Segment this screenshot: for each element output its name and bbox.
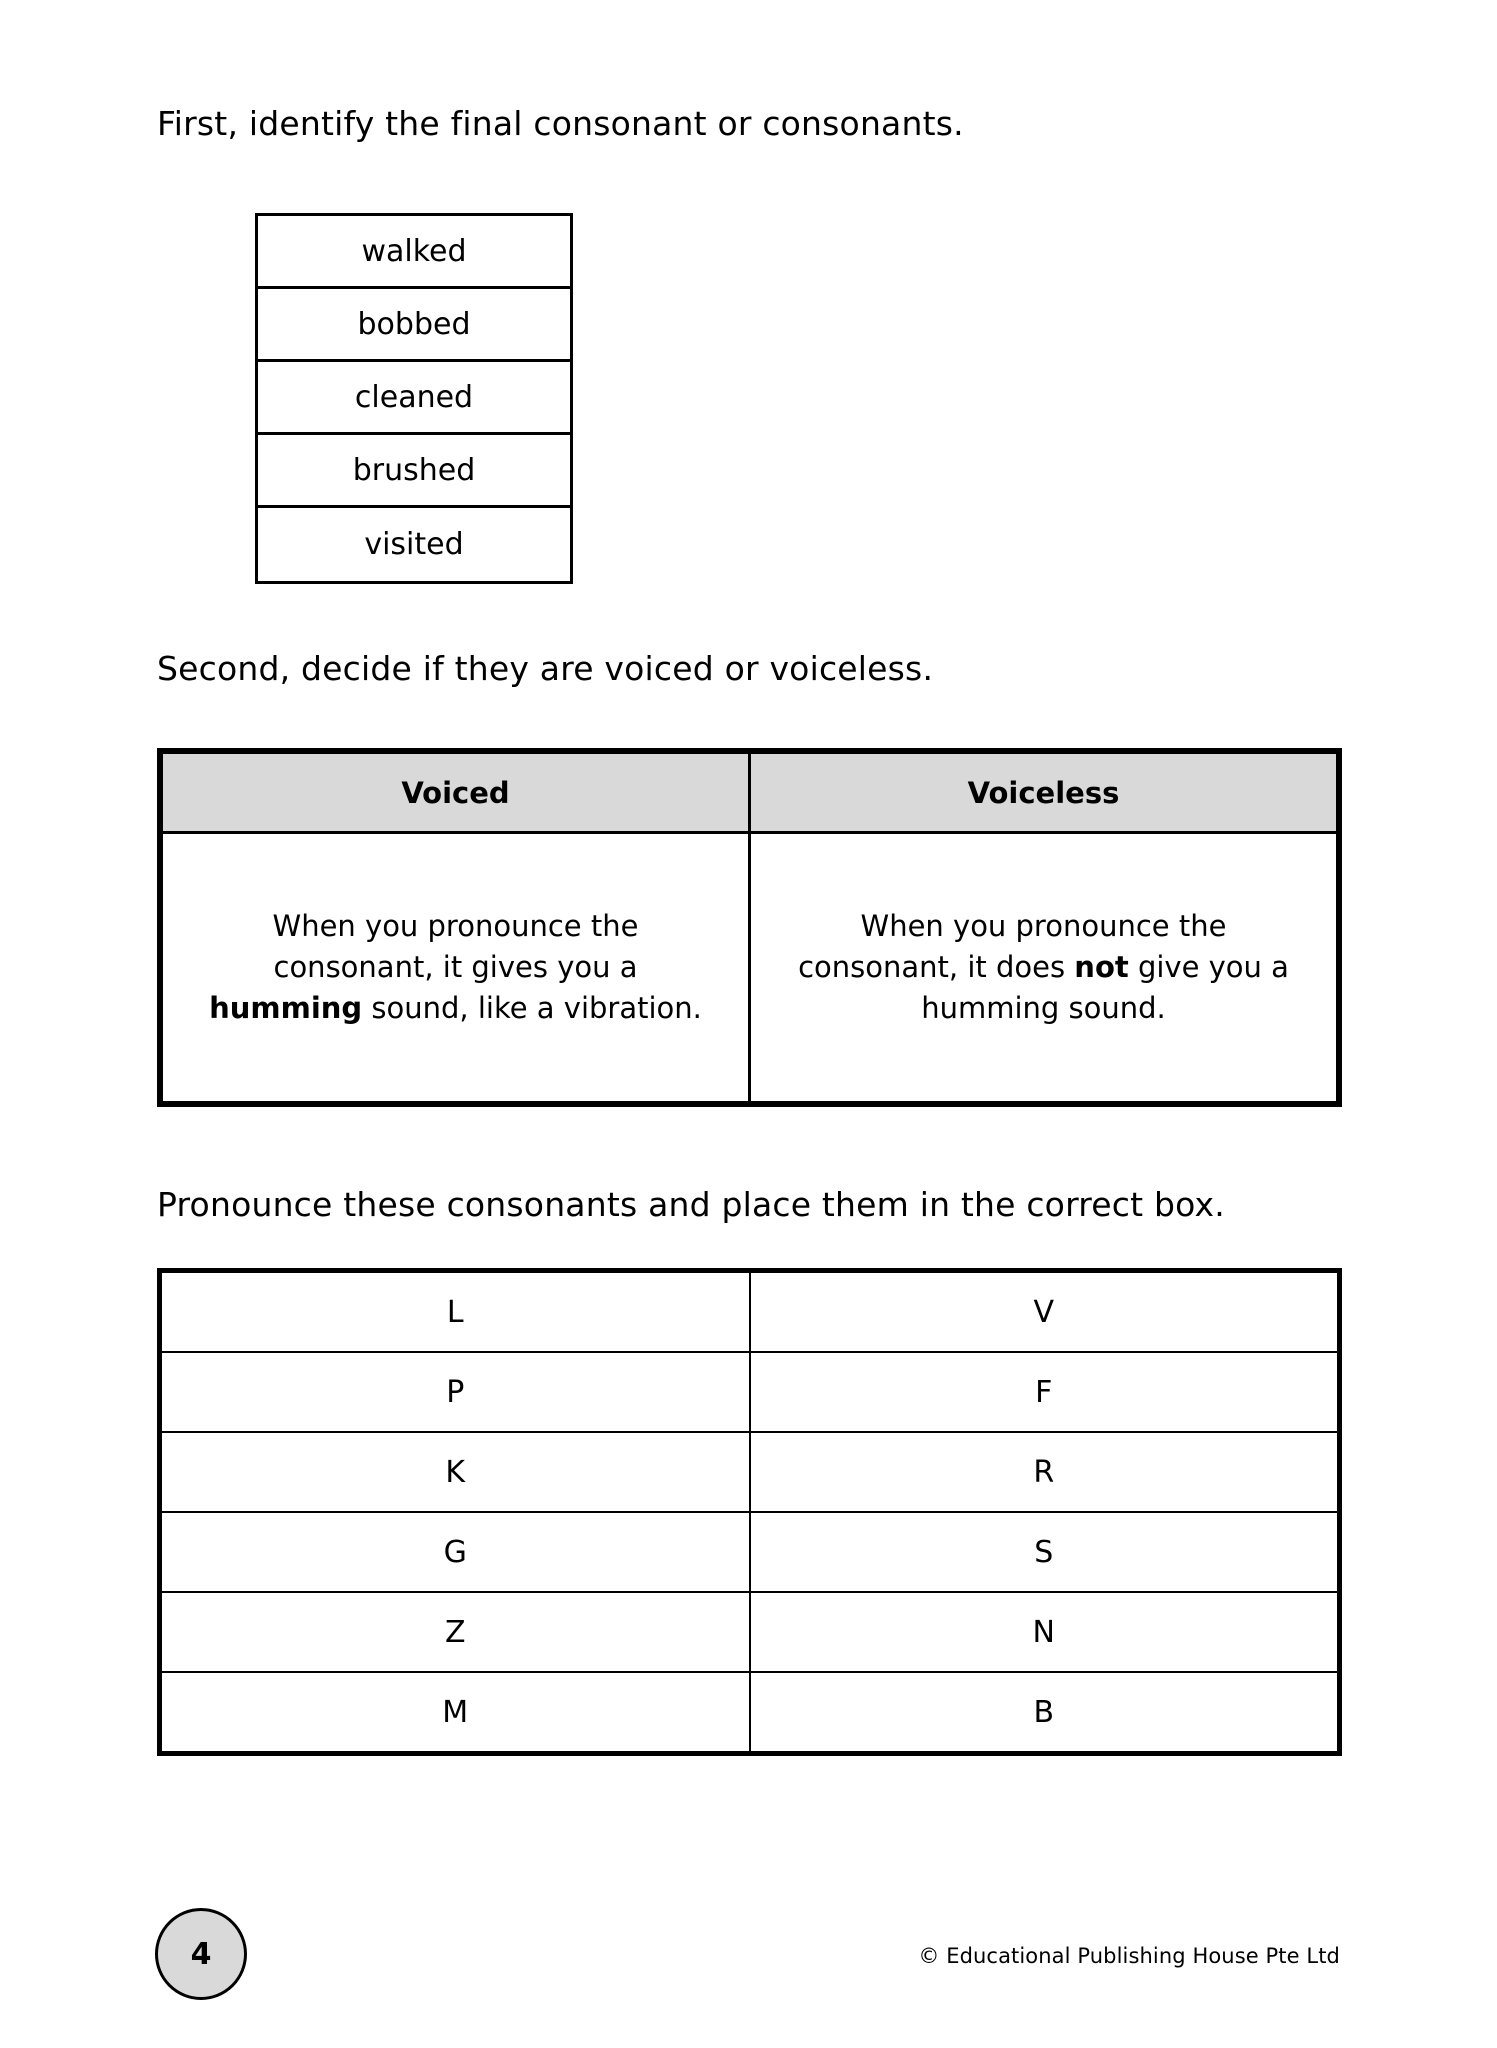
instruction-first: First, identify the final consonant or consonants. bbox=[157, 104, 964, 143]
voiceless-definition-cell bbox=[750, 833, 1338, 1103]
consonant-cell: K bbox=[161, 1432, 750, 1512]
word-list-box bbox=[255, 213, 573, 584]
consonant-cell: S bbox=[750, 1512, 1339, 1592]
voiced-text-bold: humming bbox=[209, 991, 363, 1026]
consonant-cell: G bbox=[161, 1512, 750, 1592]
consonant-cell: B bbox=[750, 1672, 1339, 1752]
voiceless-text-bold: not bbox=[1074, 949, 1129, 984]
table-header-row bbox=[162, 753, 1338, 833]
voiced-text-part1: When you pronounce the consonant, it gives you a bbox=[272, 908, 639, 984]
consonant-cell: P bbox=[161, 1352, 750, 1432]
consonant-grid bbox=[157, 1268, 1342, 1756]
table-row bbox=[161, 1352, 1338, 1432]
table-row bbox=[161, 1512, 1338, 1592]
list-item: visited bbox=[364, 527, 464, 562]
consonant-cell: L bbox=[161, 1272, 750, 1352]
consonant-cell: M bbox=[161, 1672, 750, 1752]
list-item: walked bbox=[258, 216, 570, 289]
voiced-text-part2: sound, like a vibration. bbox=[362, 991, 702, 1026]
table-row bbox=[161, 1432, 1338, 1512]
instruction-second: Second, decide if they are voiced or voiceless. bbox=[157, 649, 934, 688]
page-number-badge: 4 bbox=[155, 1908, 247, 2000]
copyright-notice: © Educational Publishing House Pte Ltd bbox=[918, 1944, 1340, 1968]
voiceless-text-part1: When you pronounce the consonant, it does bbox=[798, 908, 1227, 984]
column-header-voiced: Voiced bbox=[162, 753, 750, 833]
list-item: cleaned bbox=[258, 362, 570, 435]
voiceless-text-part2: give you a humming sound. bbox=[921, 949, 1289, 1026]
table-row bbox=[161, 1272, 1338, 1352]
voiced-voiceless-table bbox=[157, 748, 1342, 1107]
consonant-cell: Z bbox=[161, 1592, 750, 1672]
table-row bbox=[161, 1672, 1338, 1752]
table-row bbox=[162, 833, 1338, 1103]
list-item: brushed bbox=[258, 435, 570, 508]
consonant-cell: N bbox=[750, 1592, 1339, 1672]
table-row bbox=[161, 1592, 1338, 1672]
column-header-voiceless: Voiceless bbox=[750, 753, 1338, 833]
consonant-cell: F bbox=[750, 1352, 1339, 1432]
consonant-cell: V bbox=[750, 1272, 1339, 1352]
voiced-definition-cell bbox=[162, 833, 750, 1103]
instruction-third: Pronounce these consonants and place them in the correct box. bbox=[157, 1185, 1225, 1224]
consonant-cell: R bbox=[750, 1432, 1339, 1512]
list-item: bobbed bbox=[258, 289, 570, 362]
